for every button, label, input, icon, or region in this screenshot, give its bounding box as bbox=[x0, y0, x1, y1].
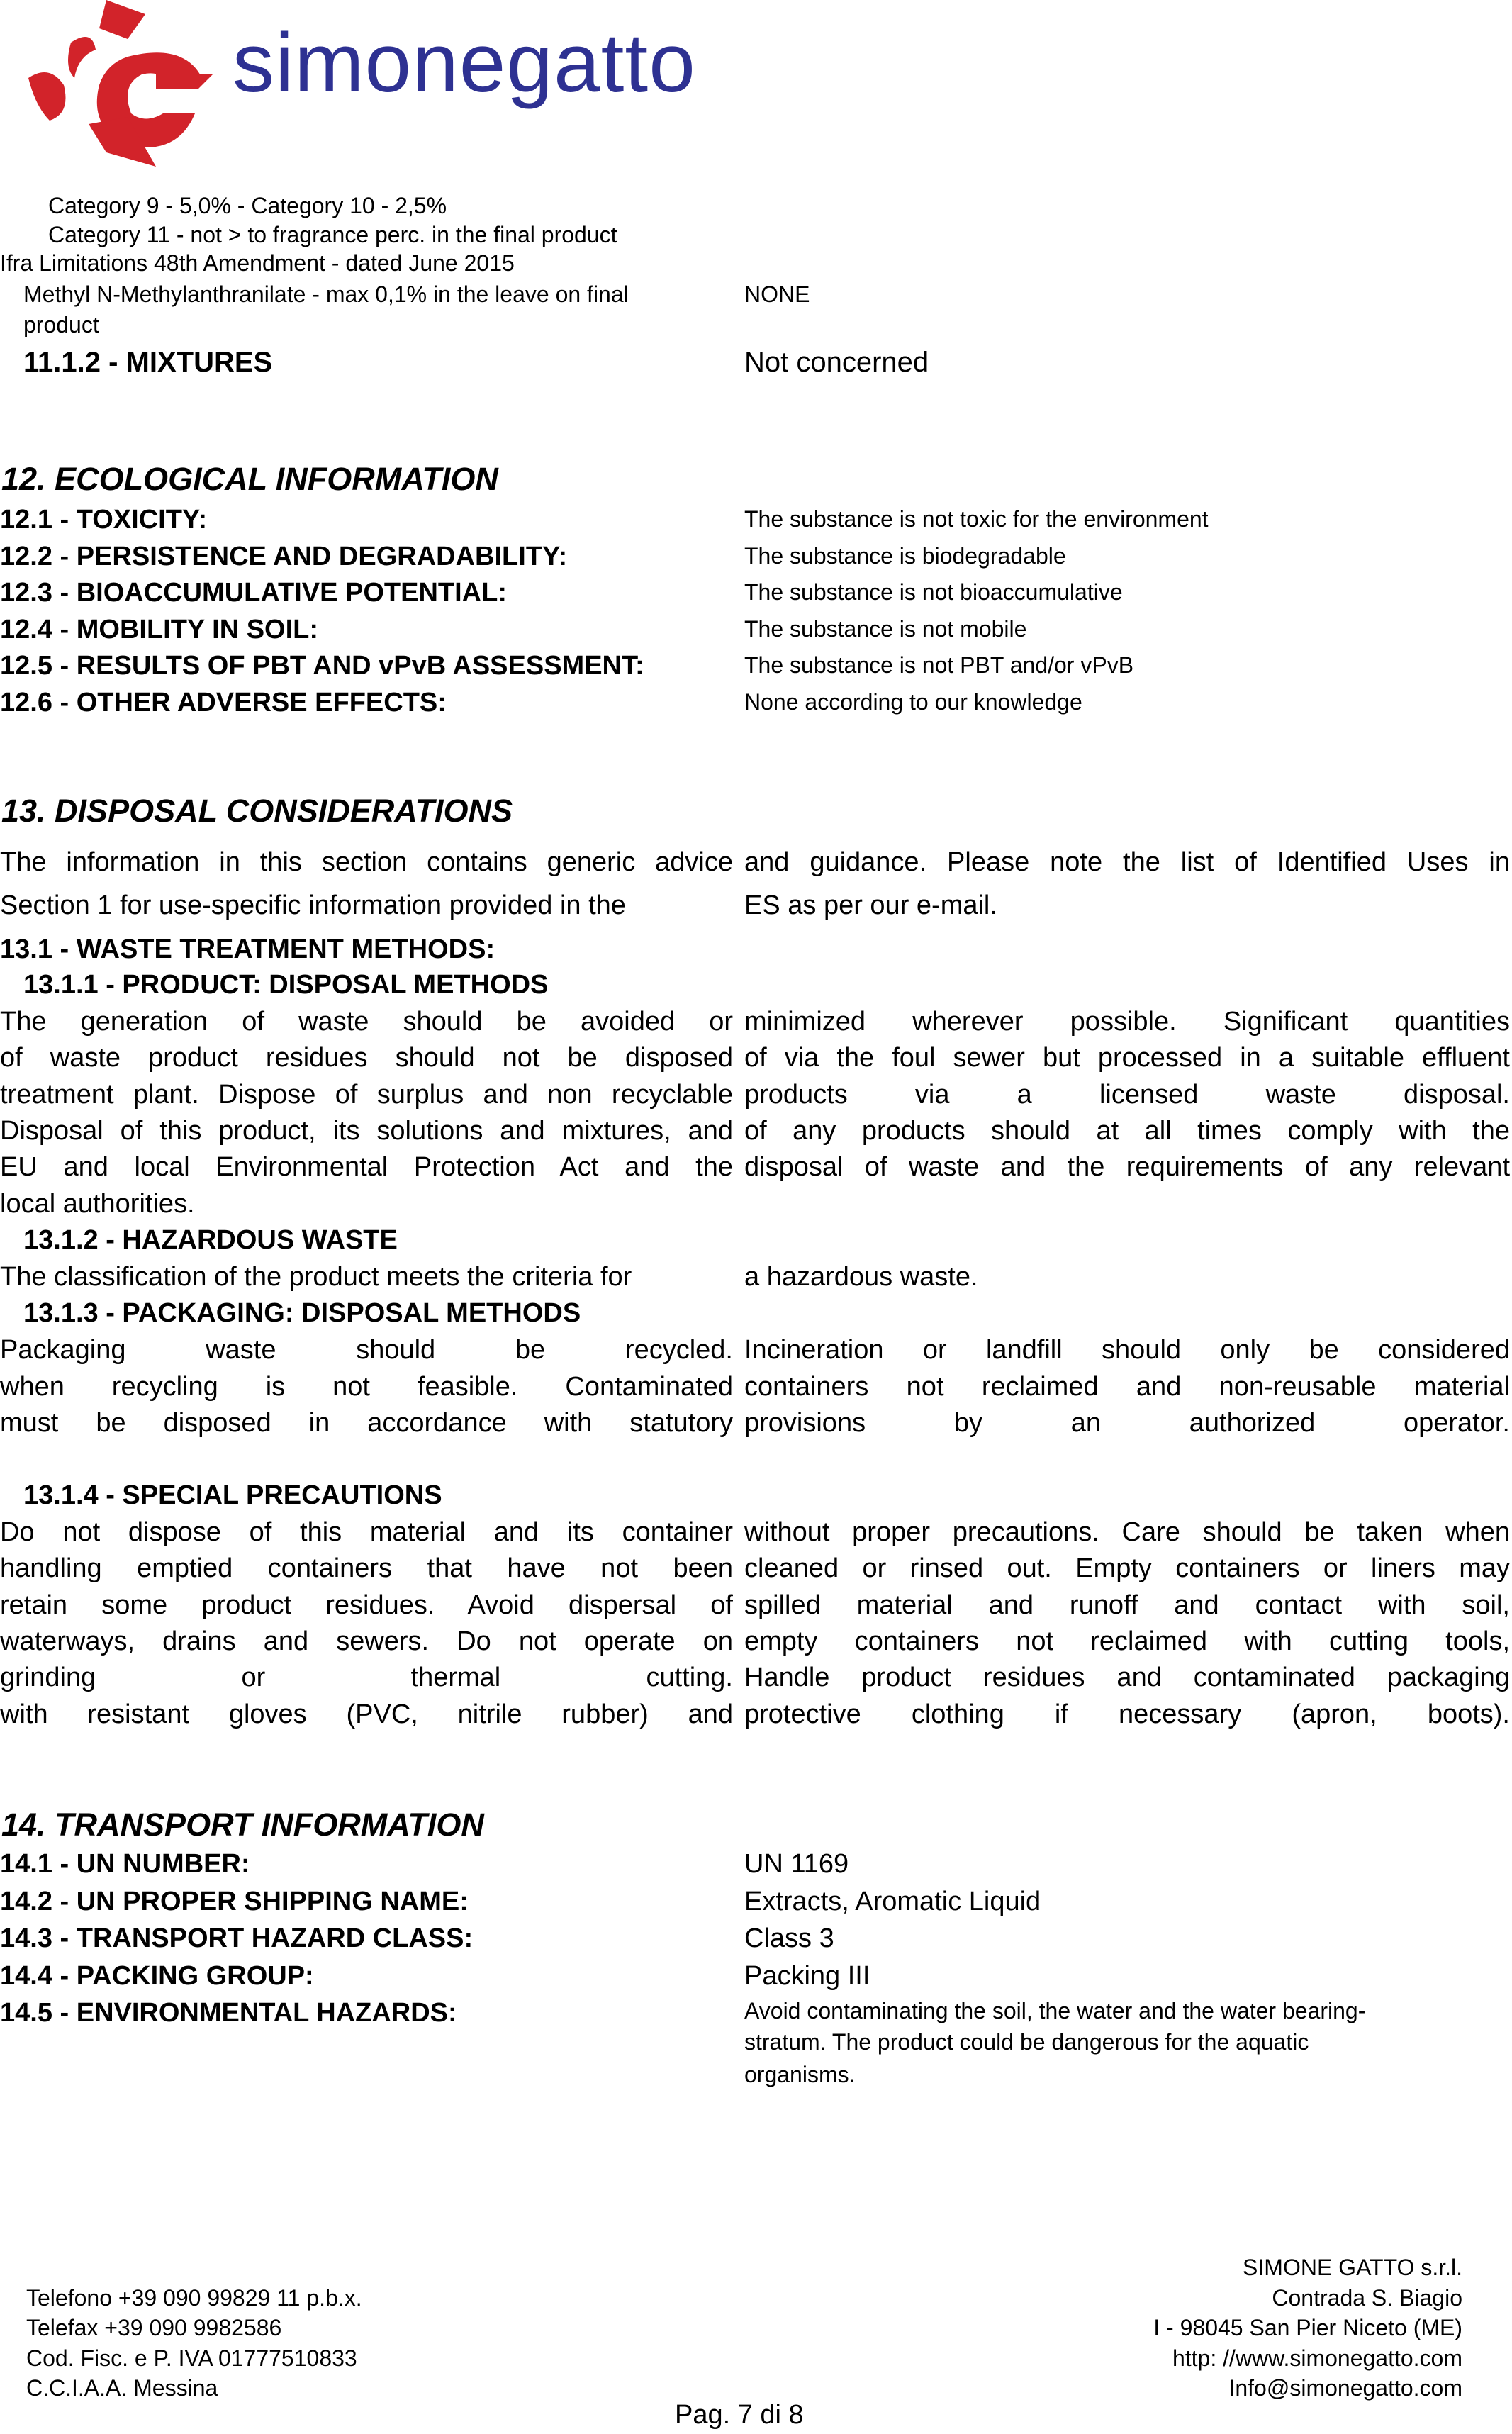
paragraph-line bbox=[0, 1625, 1510, 1658]
paragraph-left-text: with resistant gloves (PVC, nitrile rubber) and bbox=[0, 1699, 733, 1729]
product-disposal-heading: 13.1.1 - PRODUCT: DISPOSAL METHODS bbox=[23, 970, 549, 1000]
paragraph-left-text: must be disposed in accordance with statutory bbox=[0, 1408, 733, 1438]
paragraph-line bbox=[0, 1370, 1510, 1403]
paragraph-line bbox=[0, 1151, 1510, 1183]
paragraph-right-text: cleaned or rinsed out. Empty containers or liners may bbox=[744, 1553, 1510, 1584]
transport-item-label: 14.1 - UN NUMBER: bbox=[0, 1849, 250, 1879]
section-12-title: 12. ECOLOGICAL INFORMATION bbox=[1, 461, 498, 497]
footer-email[interactable]: Info@simonegatto.com bbox=[1228, 2375, 1462, 2401]
paragraph-line bbox=[0, 889, 1510, 922]
paragraph-left-text: handling emptied containers that have not been bbox=[0, 1553, 733, 1584]
paragraph-left-text: EU and local Environmental Protection Act and the bbox=[0, 1152, 733, 1183]
paragraph-line bbox=[0, 846, 1510, 878]
paragraph-line bbox=[0, 1078, 1510, 1111]
footer-street: Contrada S. Biagio bbox=[1272, 2285, 1462, 2311]
paragraph-right-text: ES as per our e-mail. bbox=[744, 891, 997, 920]
paragraph-left-text: treatment plant. Dispose of surplus and non recyclable bbox=[0, 1079, 733, 1110]
section-14-title: 14. TRANSPORT INFORMATION bbox=[1, 1807, 484, 1843]
paragraph-left-text: Do not dispose of this material and its container bbox=[0, 1517, 733, 1547]
paragraph-line bbox=[0, 1334, 1510, 1366]
paragraph-left-text: The generation of waste should be avoided or bbox=[0, 1007, 733, 1037]
paragraph-left-text: Section 1 for use-specific information provided in the bbox=[0, 891, 626, 920]
page-number: Pag. 7 di 8 bbox=[675, 2400, 804, 2430]
paragraph-line bbox=[0, 1261, 1510, 1293]
hazardous-waste-heading: 13.1.2 - HAZARDOUS WASTE bbox=[23, 1225, 398, 1255]
ecological-item-value: The substance is not PBT and/or vPvB bbox=[744, 652, 1134, 678]
paragraph-right-text: Handle product residues and contaminated packaging bbox=[744, 1663, 1510, 1693]
ecological-item-label: 12.5 - RESULTS OF PBT AND vPvB ASSESSMENT: bbox=[0, 651, 644, 681]
packaging-disposal-heading: 13.1.3 - PACKAGING: DISPOSAL METHODS bbox=[23, 1298, 581, 1328]
environmental-hazards-line1: Avoid contaminating the soil, the water and the water bearing- bbox=[744, 1998, 1366, 2023]
paragraph-right-text: of via the foul sewer but processed in a suitable effluent bbox=[744, 1043, 1510, 1073]
paragraph-right-text: provisions by an authorized operator. bbox=[744, 1408, 1510, 1438]
methyl-limit-value: NONE bbox=[744, 281, 810, 307]
paragraph-line bbox=[0, 1407, 1510, 1439]
ecological-item-value: The substance is not bioaccumulative bbox=[744, 579, 1123, 605]
paragraph-right-text: empty containers not reclaimed with cutting tools, bbox=[744, 1626, 1510, 1656]
section-13-title: 13. DISPOSAL CONSIDERATIONS bbox=[1, 793, 513, 829]
paragraph-left-text: grinding or thermal cutting. bbox=[0, 1663, 733, 1693]
paragraph-line bbox=[0, 1516, 1510, 1548]
paragraph-line bbox=[0, 1698, 1510, 1731]
footer-website[interactable]: http: //www.simonegatto.com bbox=[1172, 2345, 1462, 2371]
mixtures-value: Not concerned bbox=[744, 347, 929, 378]
ifra-category-9-10: Category 9 - 5,0% - Category 10 - 2,5% bbox=[48, 193, 447, 218]
paragraph-right-text: Incineration or landfill should only be considered bbox=[744, 1335, 1510, 1365]
footer-company: SIMONE GATTO s.r.l. bbox=[1243, 2255, 1462, 2280]
ifra-limitations: Ifra Limitations 48th Amendment - dated June 2015 bbox=[0, 250, 515, 276]
logo-wordmark: simonegatto bbox=[233, 16, 696, 110]
paragraph-left-text: waterways, drains and sewers. Do not operate on bbox=[0, 1626, 733, 1656]
footer-fax: Telefax +39 090 9982586 bbox=[26, 2315, 282, 2340]
environmental-hazards-line2: stratum. The product could be dangerous for the aquatic bbox=[744, 2029, 1309, 2055]
environmental-hazards-line3: organisms. bbox=[744, 2062, 856, 2087]
transport-item-label: 14.3 - TRANSPORT HAZARD CLASS: bbox=[0, 1924, 474, 1953]
paragraph-left-text: The classification of the product meets the criteria for bbox=[0, 1262, 632, 1292]
footer-phone: Telefono +39 090 99829 11 p.b.x. bbox=[26, 2285, 362, 2311]
paragraph-line bbox=[0, 1589, 1510, 1621]
ecological-item-label: 12.4 - MOBILITY IN SOIL: bbox=[0, 614, 319, 644]
footer-city: I - 98045 San Pier Niceto (ME) bbox=[1153, 2315, 1462, 2340]
logo-mark-icon bbox=[21, 0, 213, 170]
paragraph-line bbox=[0, 1005, 1510, 1038]
paragraph-line bbox=[0, 1115, 1510, 1147]
paragraph-left-text: Packaging waste should be recycled. bbox=[0, 1335, 733, 1365]
paragraph-right-text: without proper precautions. Care should be taken when bbox=[744, 1517, 1510, 1547]
paragraph-right-text: protective clothing if necessary (apron, boots). bbox=[744, 1699, 1510, 1729]
ecological-item-value: None according to our knowledge bbox=[744, 688, 1082, 715]
company-logo bbox=[21, 0, 787, 170]
transport-item-value: Class 3 bbox=[744, 1924, 834, 1953]
paragraph-left-text: when recycling is not feasible. Contaminated bbox=[0, 1371, 733, 1402]
paragraph-line bbox=[0, 1552, 1510, 1585]
paragraph-right-text: products via a licensed waste disposal. bbox=[744, 1079, 1510, 1110]
paragraph-right-text: and guidance. Please note the list of Identified Uses in bbox=[744, 847, 1510, 877]
paragraph-right-text: a hazardous waste. bbox=[744, 1262, 978, 1292]
transport-item-value: Packing III bbox=[744, 1960, 870, 1991]
special-precautions-heading: 13.1.4 - SPECIAL PRECAUTIONS bbox=[23, 1480, 442, 1510]
methyl-limit-line1: Methyl N-Methylanthranilate - max 0,1% in the leave on final bbox=[23, 281, 629, 307]
paragraph-line bbox=[0, 1661, 1510, 1694]
paragraph-right-text: disposal of waste and the requirements of any relevant bbox=[744, 1152, 1510, 1183]
mixtures-label: 11.1.2 - MIXTURES bbox=[23, 347, 273, 378]
waste-treatment-heading: 13.1 - WASTE TREATMENT METHODS: bbox=[0, 934, 495, 964]
paragraph-left-text: of waste product residues should not be disposed bbox=[0, 1043, 733, 1073]
paragraph-right-text: minimized wherever possible. Significant quantities bbox=[744, 1007, 1510, 1037]
paragraph-line bbox=[0, 1188, 1510, 1220]
ifra-category-11: Category 11 - not > to fragrance perc. in the final product bbox=[48, 222, 617, 247]
ecological-item-value: The substance is biodegradable bbox=[744, 542, 1066, 569]
paragraph-right-text: spilled material and runoff and contact with soil, bbox=[744, 1590, 1510, 1620]
methyl-limit-line2: product bbox=[23, 312, 99, 337]
paragraph-left-text: The information in this section contains generic advice bbox=[0, 847, 733, 877]
transport-item-label: 14.4 - PACKING GROUP: bbox=[0, 1960, 314, 1991]
environmental-hazards-label: 14.5 - ENVIRONMENTAL HAZARDS: bbox=[0, 1998, 457, 2028]
footer-vat: Cod. Fisc. e P. IVA 01777510833 bbox=[26, 2345, 357, 2371]
transport-item-value: UN 1169 bbox=[744, 1849, 849, 1879]
paragraph-left-text: Disposal of this product, its solutions and mixtures, and bbox=[0, 1115, 733, 1146]
paragraph-right-text: of any products should at all times comply with the bbox=[744, 1115, 1510, 1146]
ecological-item-label: 12.6 - OTHER ADVERSE EFFECTS: bbox=[0, 687, 447, 718]
paragraph-right-text: containers not reclaimed and non-reusable material bbox=[744, 1371, 1510, 1402]
ecological-item-value: The substance is not toxic for the environment bbox=[744, 506, 1209, 532]
transport-item-value: Extracts, Aromatic Liquid bbox=[744, 1886, 1041, 1916]
ecological-item-label: 12.2 - PERSISTENCE AND DEGRADABILITY: bbox=[0, 541, 568, 571]
paragraph-left-text: retain some product residues. Avoid dispersal of bbox=[0, 1590, 733, 1620]
ecological-item-label: 12.3 - BIOACCUMULATIVE POTENTIAL: bbox=[0, 578, 507, 608]
transport-item-label: 14.2 - UN PROPER SHIPPING NAME: bbox=[0, 1886, 469, 1916]
footer-cciaa: C.C.I.A.A. Messina bbox=[26, 2375, 218, 2401]
ecological-item-label: 12.1 - TOXICITY: bbox=[0, 505, 208, 535]
paragraph-left-text: local authorities. bbox=[0, 1188, 195, 1219]
paragraph-line bbox=[0, 1042, 1510, 1074]
ecological-item-value: The substance is not mobile bbox=[744, 615, 1027, 642]
